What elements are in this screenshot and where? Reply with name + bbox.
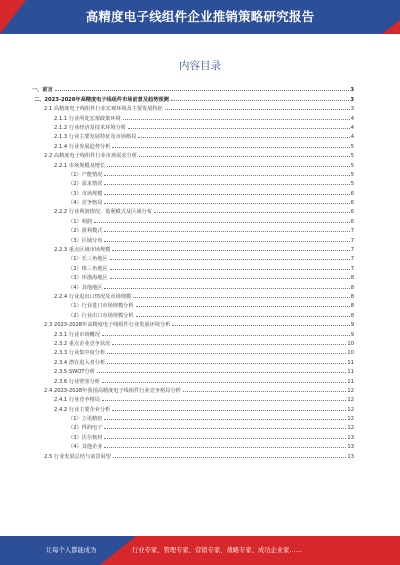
- toc-leader-dots: [172, 324, 349, 326]
- toc-entry[interactable]: [32, 300, 354, 309]
- toc-entry-label: （1）立讯精密: [32, 415, 103, 422]
- toc-entry-page: 9: [350, 331, 354, 338]
- toc-entry-label: 2.1.1 行业所处宏观政策环境: [32, 115, 122, 122]
- toc-leader-dots: [165, 108, 350, 110]
- toc-leader-dots: [104, 174, 349, 176]
- toc-leader-dots: [55, 89, 350, 91]
- toc-leader-dots: [107, 165, 350, 167]
- toc-entry-page: 13: [347, 434, 354, 441]
- toc-leader-dots: [107, 362, 346, 364]
- toc-leader-dots: [136, 315, 350, 317]
- toc-entry-page: 13: [347, 453, 354, 460]
- toc-entry-page: 5: [350, 143, 354, 150]
- toc-leader-dots: [183, 390, 347, 392]
- toc-entry-page: 12: [347, 387, 354, 394]
- toc-entry[interactable]: [32, 122, 354, 131]
- toc-entry-page: 4: [350, 115, 354, 122]
- toc-entry[interactable]: [32, 206, 354, 215]
- toc-entry[interactable]: [32, 328, 354, 337]
- toc-leader-dots: [138, 136, 349, 138]
- toc-entry-label: （4）其他地区: [32, 284, 103, 291]
- toc-entry-label: 2.2.3 重点区域市场规模: [32, 246, 111, 253]
- toc-entry-page: 8: [350, 275, 354, 282]
- toc-entry[interactable]: [32, 413, 354, 422]
- toc-entry-page: 4: [350, 134, 354, 141]
- toc-entry-label: 2.4.1 行业竞争格局: [32, 396, 101, 403]
- toc-entry-page: 3: [350, 87, 354, 94]
- toc-leader-dots: [110, 277, 350, 279]
- toc-entry-label: 2.2.1 市场规模及增长: [32, 162, 106, 169]
- toc-entry[interactable]: [32, 422, 354, 431]
- toc-entry-page: 3: [350, 106, 354, 113]
- toc-entry-page: 5: [350, 162, 354, 169]
- toc-entry-page: 10: [347, 340, 354, 347]
- toc-entry-page: 8: [350, 293, 354, 300]
- toc-leader-dots: [102, 381, 346, 383]
- toc-entry[interactable]: [32, 244, 354, 253]
- toc-entry-label: 一、前言: [32, 87, 53, 94]
- toc-entry-page: 8: [350, 284, 354, 291]
- toc-entry-label: （1）长三角地区: [32, 255, 109, 262]
- toc-entry-label: （2）需求情况: [32, 180, 103, 187]
- toc-entry-label: 2.3 2023-2028年高精度电子线组件行业发展环境分析: [32, 321, 171, 328]
- toc-entry-page: 11: [347, 369, 354, 376]
- toc-leader-dots: [104, 287, 349, 289]
- toc-leader-dots: [107, 352, 346, 354]
- toc-entry-label: 2.1 高精度电子线组件行业宏观环境及主要发展特征: [32, 105, 164, 112]
- toc-entry-page: 11: [347, 378, 354, 385]
- toc-entry-page: 12: [347, 425, 354, 432]
- toc-entry-label: （4）竞争格局: [32, 199, 103, 206]
- toc-entry-page: 7: [350, 256, 354, 263]
- toc-entry-label: （2）行业出口市场规模分析: [32, 312, 135, 319]
- toc-entry[interactable]: [32, 225, 354, 234]
- toc-entry-label: 2.3.3 行业集中度分析: [32, 349, 106, 356]
- toc-entry[interactable]: [32, 197, 354, 206]
- toc-leader-dots: [102, 399, 346, 401]
- toc-entry[interactable]: [32, 375, 354, 384]
- toc-entry[interactable]: [32, 356, 354, 365]
- toc-entry-label: 2.3.1 行业市场概况: [32, 331, 101, 338]
- toc-entry-label: 2.3.5 SWOT分析: [32, 368, 96, 375]
- toc-entry-label: 2.2.4 行业进出口情况及市场规模: [32, 293, 132, 300]
- toc-leader-dots: [97, 371, 346, 373]
- toc-entry[interactable]: [32, 338, 354, 347]
- toc-entry-page: 12: [347, 406, 354, 413]
- toc-leader-dots: [171, 99, 350, 101]
- toc-entry-label: （3）沃尔核材: [32, 434, 103, 441]
- toc-leader-dots: [104, 240, 349, 242]
- toc-entry-page: 5: [350, 171, 354, 178]
- toc-entry-page: 6: [350, 209, 354, 216]
- toc-entry-page: 6: [350, 200, 354, 207]
- toc-entry-label: 2.3.4 潜在进入者分析: [32, 359, 106, 366]
- toc-entry[interactable]: [32, 140, 354, 149]
- toc-leader-dots: [112, 146, 349, 148]
- toc-entry-page: 5: [350, 181, 354, 188]
- toc-entry[interactable]: [32, 187, 354, 196]
- toc-leader-dots: [102, 334, 350, 336]
- toc-leader-dots: [139, 155, 350, 157]
- toc-leader-dots: [128, 127, 350, 129]
- toc-entry[interactable]: [32, 441, 354, 450]
- toc-leader-dots: [104, 437, 346, 439]
- toc-entry[interactable]: [32, 150, 354, 159]
- toc-entry-label: （2）得润电子: [32, 424, 103, 431]
- toc-entry[interactable]: [32, 450, 354, 459]
- toc-entry-label: （3）市场规模: [32, 190, 103, 197]
- toc-entry[interactable]: [32, 431, 354, 440]
- toc-leader-dots: [112, 249, 349, 251]
- toc-entry-label: （1）行业进口市场规模分析: [32, 302, 135, 309]
- toc-entry[interactable]: [32, 394, 354, 403]
- toc-entry[interactable]: [32, 215, 354, 224]
- toc-entry[interactable]: [32, 178, 354, 187]
- toc-entry-label: 2.5 行业发展总结与前景展望: [32, 453, 112, 460]
- toc-entry-page: 13: [347, 444, 354, 451]
- toc-entry-page: 7: [350, 265, 354, 272]
- toc-entry-page: 8: [350, 312, 354, 319]
- toc-entry-page: 10: [347, 350, 354, 357]
- toc-entry-page: 6: [350, 218, 354, 225]
- toc-entry-page: 7: [350, 228, 354, 235]
- toc-entry-label: 2.1.4 行业发展趋势分析: [32, 143, 111, 150]
- toc-entry-page: 6: [350, 190, 354, 197]
- toc-heading: 内容目录: [179, 60, 221, 72]
- toc-entry[interactable]: [32, 159, 354, 168]
- toc-entry-page: 4: [350, 124, 354, 131]
- toc-entry-page: 12: [347, 416, 354, 423]
- toc-entry-page: 7: [350, 247, 354, 254]
- toc-entry[interactable]: [32, 347, 354, 356]
- toc-entry-page: 7: [350, 237, 354, 244]
- toc-entry-label: 2.4 2023-2028年我国高精度电子线组件行业竞争格局分析: [32, 387, 182, 394]
- footer-bar: [0, 536, 400, 565]
- toc-entry-label: （1）产能情况: [32, 171, 103, 178]
- toc-leader-dots: [113, 456, 346, 458]
- toc-entry[interactable]: [32, 253, 354, 262]
- toc-entry[interactable]: [32, 93, 354, 102]
- report-title: 高精度电子线组件企业推销策略研究报告: [85, 9, 315, 24]
- toc-leader-dots: [104, 446, 346, 448]
- toc-leader-dots: [136, 305, 350, 307]
- toc-entry-label: （2）珠三角地区: [32, 265, 109, 272]
- toc-entry-page: 8: [350, 303, 354, 310]
- toc-leader-dots: [110, 268, 350, 270]
- toc-leader-dots: [104, 202, 349, 204]
- toc-entry[interactable]: [32, 131, 354, 140]
- toc-entry[interactable]: [32, 103, 354, 112]
- toc-leader-dots: [123, 118, 350, 120]
- toc-entry-label: （2）盈利模式: [32, 227, 103, 234]
- toc-entry-page: 9: [350, 322, 354, 329]
- toc-entry-label: 二、2023-2028年高精度电子线组件市场前景及趋势预测: [34, 96, 169, 103]
- toc-entry-page: 5: [350, 153, 354, 160]
- toc-entry[interactable]: [32, 272, 354, 281]
- toc-entry-label: （3）区域分布: [32, 237, 103, 244]
- toc-entry-label: 2.2.2 行业利润情况、盈利模式及区域分布: [32, 208, 153, 215]
- toc-entry-label: 2.3.2 重点企业竞争状况: [32, 340, 111, 347]
- toc-entry-label: 2.3.6 行业壁垒分析: [32, 378, 101, 385]
- header-red-accent-right: [382, 20, 400, 34]
- toc-entry-label: 2.1.3 行业主要发展特征及市场格局: [32, 133, 137, 140]
- toc-leader-dots: [112, 343, 346, 345]
- footer-slogan-right: 行业专家、管理专家、营销专家、战略专家、成功企业家……: [132, 547, 303, 554]
- toc-leader-dots: [110, 258, 350, 260]
- toc-entry[interactable]: [32, 281, 354, 290]
- toc-leader-dots: [154, 211, 350, 213]
- toc-leader-dots: [94, 221, 350, 223]
- toc-entry-page: 11: [347, 359, 354, 366]
- toc-entry[interactable]: [32, 262, 354, 271]
- toc-leader-dots: [104, 230, 349, 232]
- toc-entry-label: 2.1.2 行业经济及技术环境分析: [32, 124, 127, 131]
- toc-leader-dots: [104, 427, 346, 429]
- toc-entry[interactable]: [32, 234, 354, 243]
- toc-leader-dots: [133, 296, 350, 298]
- toc-entry[interactable]: [32, 385, 354, 394]
- toc-entry[interactable]: [32, 84, 354, 93]
- toc-entry-label: 2.4.2 行业主要企业分析: [32, 406, 111, 413]
- toc-entry-label: （4）其他企业: [32, 443, 103, 450]
- toc-leader-dots: [104, 193, 349, 195]
- toc-entry[interactable]: [32, 366, 354, 375]
- toc-leader-dots: [104, 183, 349, 185]
- toc-leader-dots: [112, 409, 346, 411]
- footer-slogan-left: 让每个人都能成为: [46, 547, 97, 554]
- header-bar: [0, 0, 400, 34]
- toc-entry-page: 12: [347, 397, 354, 404]
- toc-entry-label: （3）环渤海地区: [32, 274, 109, 281]
- toc-leader-dots: [104, 418, 346, 420]
- toc-entry[interactable]: [32, 309, 354, 318]
- table-of-contents: [32, 84, 354, 460]
- toc-entry[interactable]: [32, 169, 354, 178]
- toc-entry-label: （1）利润: [32, 218, 93, 225]
- toc-entry-page: 3: [350, 96, 354, 103]
- toc-entry[interactable]: [32, 291, 354, 300]
- toc-entry-label: 2.2 高精度电子线组件行业市场需求分析: [32, 152, 138, 159]
- toc-entry[interactable]: [32, 403, 354, 412]
- toc-entry[interactable]: [32, 112, 354, 121]
- toc-entry[interactable]: [32, 319, 354, 328]
